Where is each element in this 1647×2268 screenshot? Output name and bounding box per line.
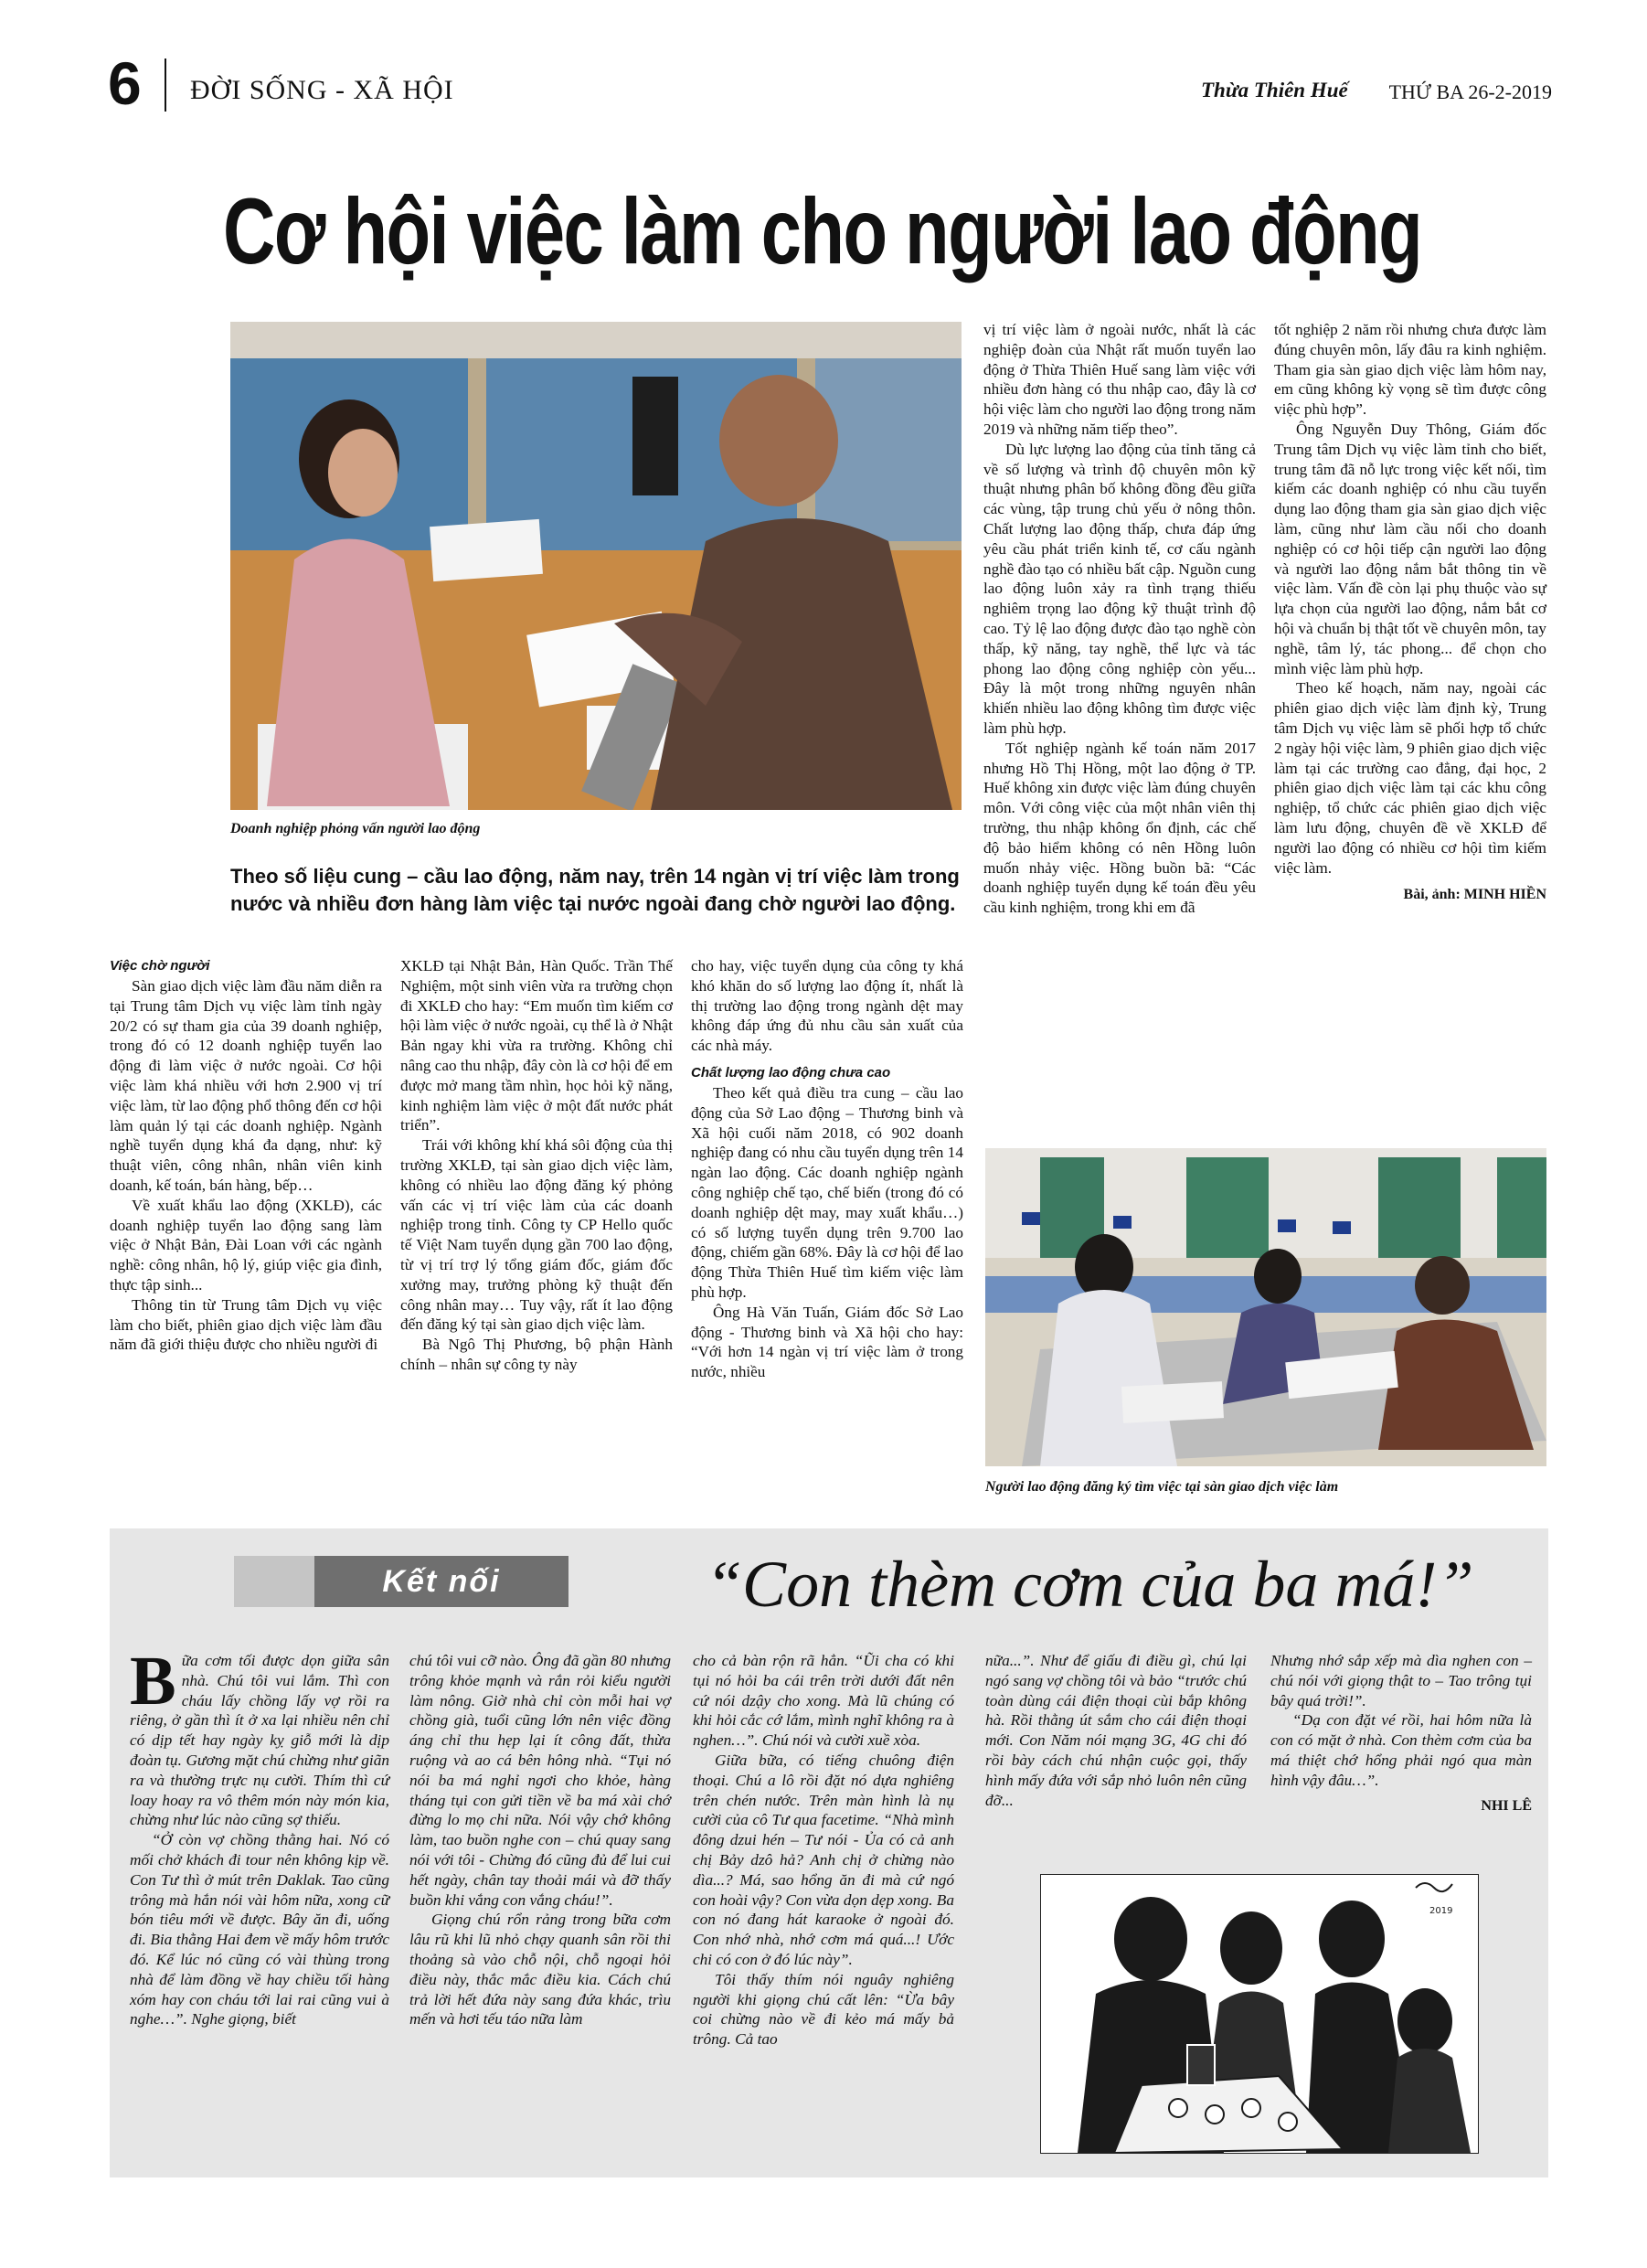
paragraph: Nhưng nhớ sắp xếp mà dìa nghen con – chú nói với giọng thật to – Tao trông tụi bây quá trời!”. (1270, 1652, 1532, 1709)
issue-date: THỨ BA 26-2-2019 (1388, 80, 1552, 103)
paragraph: tốt nghiệp 2 năm rồi nhưng chưa được làm đúng chuyên môn, lấy đâu ra kinh nghiệm. Tham gia sàn giao dịch việc làm hôm nay, em cũng không kỳ vọng sẽ tìm được công việc phù hợp”. (1274, 321, 1546, 419)
paragraph: Giọng chú rổn rảng trong bữa cơm lâu rũ khi lũ nhỏ chạy quanh sân rồi thi thoảng sà vào chỗ nội, chỗ ngoại hỏi điều này, thắc mắc điều kia. Cách chú trả lời hết đứa này sang đứa khác, trìu mến và hơi tếu táo nữa làm (409, 1911, 671, 2028)
page-header (108, 51, 1552, 119)
article-photo-job-fair (985, 1148, 1546, 1466)
paragraph: “Dạ con đặt vé rồi, hai hôm nữa là con có mặt ở nhà. Con thèm cơm của ba má thiệt chớ hổng phải ngó qua màn hình vậy đâu…”. (1270, 1711, 1532, 1789)
illustration-year: 2019 (1429, 1906, 1453, 1916)
paragraph: Thông tin từ Trung tâm Dịch vụ việc làm cho biết, phiên giao dịch việc làm đầu năm đã giới thiệu được cho nhiều người đi (110, 1295, 382, 1354)
paragraph-first (130, 1643, 389, 1830)
paragraph: Theo kết quả điều tra cung – cầu lao động của Sở Lao động – Thương binh và Xã hội cuối năm 2018, có 902 doanh nghiệp đang có nhu cầu tuyển dụng trên 14 ngàn lao động. Các doanh nghiệp ngành công nghiệp chế tạo, chế biến (trong đó có doanh nghiệp dệt may, may xuất khẩu…) có số lượng tuyển dụng trên 9.700 lao động, chiếm gần 68%. Đây là cơ hội để lao động Thừa Thiên Huế tìm kiếm việc làm phù hợp. (691, 1083, 963, 1301)
article-lead: Theo số liệu cung – cầu lao động, năm nay, trên 14 ngàn vị trí việc làm trong nước và nhiều đơn hàng làm việc tại nước ngoài đang chờ người lao động. (230, 865, 960, 915)
article-column-4 (983, 320, 1256, 918)
paragraph-text: ữa cơm tối được dọn giữa sân nhà. Chú tôi vui lắm. Thì con cháu lấy chồng lấy vợ rồi ra riêng, ở gần thì ít ở xa lại nhiều nên chỉ có dịp tết hay ngày kỵ giỗ mới là dịp đoàn tụ. Gương mặt chú chừng như giãn ra và thường trực nụ cười. Thím thì cứ loay hoay ra vô thêm món này món kia, chừng như lúc nào cũng sợ thiếu. (130, 1652, 389, 1829)
paragraph: Giữa bữa, có tiếng chuông điện thoại. Chú a lô rồi đặt nó dựa nghiêng trên chén nước. Trên màn hình là nụ cười của cô Tư qua facetime. “Nhà mình đông dzui hén – Tư nói - Ủa có cả anh chị Bảy dzô hả? Anh chị ở chừng nào dìa...? Má, sao hổng ăn đi mà cứ ngó con hoài vậy? Con vừa dọn dẹp xong. Ba con nó đang hát karaoke ở ngoài đó. Con nhớ nhà, nhớ cơm má quá...! Ước chi có con ở đó lúc này”. (693, 1751, 954, 1968)
article-byline: Bài, ảnh: MINH HIỀN (1403, 887, 1546, 903)
connect-column-2 (409, 1651, 671, 2029)
paragraph: cho hay, việc tuyển dụng của công ty khá khó khăn do số lượng lao động ít, nhất là thị trường lao động trong ngành dệt may không đáp ứng đủ nhu cầu sản xuất của các nhà máy. (691, 957, 963, 1055)
photo-caption-interview: Doanh nghiệp phỏng vấn người lao động (230, 821, 481, 836)
article-column-3 (691, 956, 963, 1382)
paragraph: vị trí việc làm ở ngoài nước, nhất là các nghiệp đoàn của Nhật rất muốn tuyển lao động ở Thừa Thiên Huế sang làm việc với nhiều đơn hàng có thu nhập cao, đây là cơ hội việc làm cho người lao động trong năm 2019 và những năm tiếp theo”. (983, 321, 1256, 438)
paragraph: Ông Nguyễn Duy Thông, Giám đốc Trung tâm Dịch vụ việc làm tỉnh cho biết, trung tâm đã nỗ lực trong việc kết nối, tìm kiếm các doanh nghiệp có nhu cầu tuyển dụng lao động tham gia sàn giao dịch việc làm, cũng như làm cầu nối cho doanh nghiệp có cơ hội tiếp cận người lao động và người lao động nắm bắt thông tin về việc làm. Vấn đề còn lại phụ thuộc vào sự lựa chọn của người lao động, nắm bắt cơ hội và chuẩn bị thật tốt về chuyên môn, tay nghề, tâm lý, tác phong... để chọn cho mình việc làm phù hợp. (1274, 420, 1546, 677)
paragraph: Về xuất khẩu lao động (XKLĐ), các doanh nghiệp tuyển lao động sang làm việc ở Nhật Bản, Đài Loan với các ngành nghề: công nhân, hộ lý, giúp việc gia đình, thực tập sinh... (110, 1196, 382, 1294)
connect-author: NHI LÊ (1481, 1797, 1532, 1814)
drop-cap: B (130, 1643, 176, 1720)
connect-title: “Con thèm cơm của ba má!” (706, 1548, 1474, 1621)
connect-column-4 (985, 1651, 1247, 1810)
article-column-5 (1274, 320, 1546, 905)
article-column-1 (110, 956, 382, 1355)
paragraph: nữa...”. Như để giấu đi điều gì, chú lại ngó sang vợ chồng tôi và bảo “trước chú toàn dùng cái điện thoại cùi bắp không hà. Rồi thằng út sắm cho cái điện thoại mới. Con Năm nói mạng 3G, 4G chi đó rồi bày cách chú nhận cuộc gọi, thấy hình mấy đứa với sắp nhỏ luôn nên cũng đỡ... (985, 1652, 1247, 1809)
article-photo-interview (230, 322, 962, 810)
article-headline: Cơ hội việc làm cho người lao động (223, 179, 1422, 283)
paragraph: Ông Hà Văn Tuấn, Giám đốc Sở Lao động - Thương binh và Xã hội cho hay: “Với hơn 14 ngàn vị trí việc làm ở trong nước, nhiều (691, 1303, 963, 1381)
connect-column-1 (130, 1643, 389, 2029)
family-dinner-illustration (1040, 1874, 1479, 2154)
paragraph: Tôi thấy thím nói nguây nghiêng người khi giọng chú cất lên: “Ừa bây coi chừng nào về đi kẻo má mấy bả trông. Cả tao (693, 1970, 954, 2049)
connect-column-3 (693, 1651, 954, 2050)
paragraph: XKLĐ tại Nhật Bản, Hàn Quốc. Trần Thế Nghiệm, một sinh viên vừa ra trường chọn đi XKLĐ cho hay: “Em muốn tìm kiếm cơ hội làm việc ở nước ngoài, cụ thể là ở Nhật Bản ngay khi vừa ra trường. Không chỉ nâng cao thu nhập, đây còn là cơ hội để em được mở mang tầm nhìn, học hỏi kỹ năng, kinh nghiệm làm việc ở một đất nước phát triển”. (400, 957, 673, 1134)
connect-column-5 (1270, 1651, 1532, 1815)
page-number: 6 (108, 49, 142, 117)
header-divider (165, 59, 166, 112)
paragraph: Tốt nghiệp ngành kế toán năm 2017 nhưng Hồ Thị Hồng, một lao động ở TP. Huế không xin được việc làm đúng chuyên môn. Với công việc của một nhân viên thị trường, thu nhập không ổn định, các chế độ bảo hiểm không có nên Hồng luôn muốn nhảy việc. Hồng buồn bã: “Các doanh nghiệp tuyển dụng kế toán đều yêu cầu kinh nghiệm, trong khi em đã (983, 739, 1256, 917)
paragraph: Trái với không khí khá sôi động của thị trường XKLĐ, tại sàn giao dịch việc làm, không có nhiều lao động đăng ký phỏng vấn các vị trí việc làm của các doanh nghiệp trong tỉnh. Công ty CP Hello quốc tế Việt Nam tuyển dụng gần 700 lao động, từ vị trí trợ lý tổng giám đốc, giám đốc xưởng may, trưởng phòng kỹ thuật đến công nhân may… Tuy vậy, rất ít lao động đến đăng ký tại sàn giao dịch việc làm. (400, 1136, 673, 1334)
paragraph: Sàn giao dịch việc làm đầu năm diễn ra tại Trung tâm Dịch vụ việc làm tỉnh ngày 20/2 có sự tham gia của 39 doanh nghiệp, trong đó có 12 doanh nghiệp tuyển lao động đi làm việc ở nước ngoài. Cơ hội việc làm khá nhiều với hơn 2.900 vị trí việc làm, từ lao động phổ thông đến cơ hội làm quản lý tại các doanh nghiệp. Ngành nghề tuyển dụng khá đa dạng, như: kỹ thuật viên, công nhân, nhân viên kinh doanh, kế toán, bán hàng, bếp… (110, 977, 382, 1194)
paragraph: chú tôi vui cỡ nào. Ông đã gần 80 nhưng trông khỏe mạnh và rắn rỏi kiểu người làm nông. Giờ nhà chỉ còn mỗi hai vợ chồng già, tuổi cũng lớn nên việc đồng áng chỉ thu hẹp lại ít công đất, thừa ruộng và ao cá bên hông nhà. “Tụi nó nói ba má nghỉ ngơi cho khỏe, hàng tháng tụi con gửi tiền về ba má xài chớ đừng lo mọ chi nữa. Nói vậy chớ không làm, tao buồn nghe con – chú quay sang nói với tôi - Chừng đó cũng đủ để lui cui hết ngày, chân tay thoải mái và đỡ thấy buồn khi vắng con vắng cháu!”. (409, 1652, 671, 1909)
paragraph: Theo kế hoạch, năm nay, ngoài các phiên giao dịch việc làm định kỳ, Trung tâm Dịch vụ việc làm sẽ phối hợp tổ chức 2 ngày hội việc làm, 9 phiên giao dịch việc làm tại các trường cao đẳng, đại học, 2 phiên giao dịch việc làm tại các khu công nghiệp, tổ chức các phiên giao dịch việc làm lưu động, chuyên đề về XKLĐ để người lao động có nhiều cơ hội tìm kiếm việc làm. (1274, 679, 1546, 877)
paragraph: Dù lực lượng lao động của tỉnh tăng cả về số lượng và trình độ chuyên môn kỹ thuật nhưng phân bố không đồng đều giữa các vùng, tập trung chủ yếu ở nông thôn. Chất lượng lao động thấp, chưa đáp ứng yêu cầu phát triển kinh tế, cơ cấu ngành nghề đào tạo có nhiều bất cập. Nguồn cung lao động luôn xảy ra tình trạng thiếu nghiêm trọng lao động kỹ thuật trình độ cao. Tỷ lệ lao động được đào tạo nghề còn thấp, kỹ năng, tay nghề, thể lực và tác phong lao động công nghiệp còn yếu... Đây là một trong những nguyên nhân khiến nhiều lao động không tìm được việc làm phù hợp. (983, 440, 1256, 737)
section-name: ĐỜI SỐNG - XÃ HỘI (190, 75, 454, 105)
subhead-viec-cho-nguoi: Việc chờ người (110, 958, 210, 974)
subhead-chat-luong: Chất lượng lao động chưa cao (691, 1064, 891, 1081)
paragraph: cho cả bàn rộn rã hẳn. “Ũi cha có khi tụi nó hỏi ba cái trên trời dưới đất nên cứ nói dzậy cho xong. Mà lũ chúng có khi hỏi cắc cớ lắm, mình nghĩ không ra à nghen…”. Chú nói và cười xuề xòa. (693, 1652, 954, 1750)
paper-name: Thừa Thiên Huế (1201, 79, 1348, 101)
article-column-2 (400, 956, 673, 1375)
connect-tag (234, 1556, 568, 1607)
paragraph: Bà Ngô Thị Phương, bộ phận Hành chính – nhân sự công ty này (400, 1336, 673, 1373)
photo-caption-job-fair: Người lao động đăng ký tìm việc tại sàn giao dịch việc làm (985, 1479, 1339, 1495)
connect-tag-label: Kết nối (314, 1556, 568, 1607)
paragraph: “Ở còn vợ chồng thằng hai. Nó có mối chở khách đi tour nên không kịp về. Con Tư thì ở mút trên Daklak. Tao cũng trông mà hắn nói vài hôm nữa, xong cữ bón tiêu mới về được. Bây ăn đi, uống đi. Bia thằng Hai đem về mấy hôm trước đó. Kể lúc nó cũng có vài thùng trong nhà để làm đồng về hay chiều tối hàng xóm hay con cháu tới lai rai cũng vui à nghe…”. Nghe giọng, biết (130, 1831, 389, 2028)
